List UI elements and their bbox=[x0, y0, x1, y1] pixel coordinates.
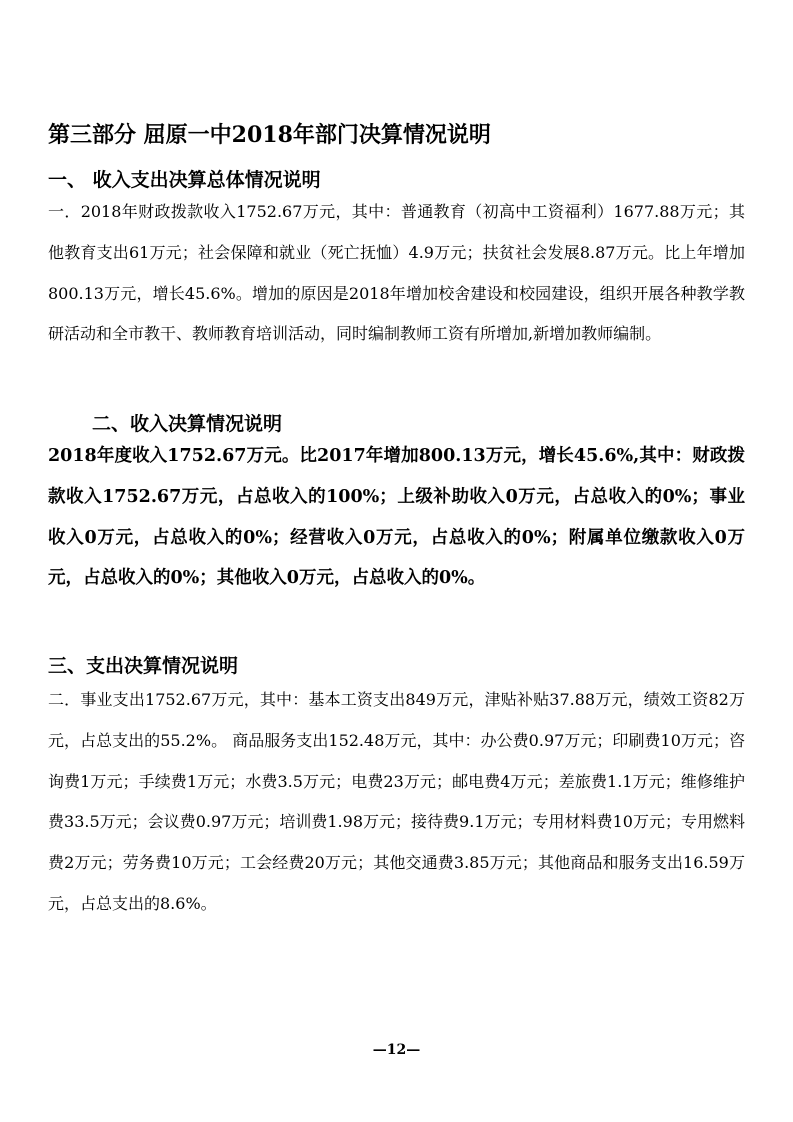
section-paragraph-overview: 一．2018年财政拨款收入1752.67万元，其中：普通教育（初高中工资福利）1677.88万元；其他教育支出61万元；社会保障和就业（死亡抚恤）4.9万元；扶贫社会发展8.87万元。比上年增加800.13万元，增长45.6%。增加的原因是2018年增加校舍建设和校园建设，组织开展各种教学教研活动和全市教干、教师教育培训活动，同时编制教师工资有所增加,新增加教师编制。 bbox=[48, 202, 745, 344]
section-heading-expense: 三、支出决算情况说明 bbox=[48, 655, 239, 677]
section-heading-income: 二、收入决算情况说明 bbox=[92, 413, 283, 435]
document-title: 第三部分 屈原一中2018年部门决算情况说明 bbox=[48, 122, 491, 148]
section-paragraph-income: 2018年度收入1752.67万元。比2017年增加800.13万元，增长45.6%,其中：财政拨款收入1752.67万元，占总收入的100%；上级补助收入0万元，占总收入的0%；事业收入0万元，占总收入的0%；经营收入0万元，占总收入的0%；附属单位缴款收入0万元，占总收入的0%；其他收入0万元，占总收入的0%。 bbox=[48, 446, 745, 589]
page-number: —12— bbox=[372, 1042, 421, 1058]
section-paragraph-expense: 二．事业支出1752.67万元，其中：基本工资支出849万元，津贴补贴37.88万元，绩效工资82万元，占总支出的55.2%。 商品服务支出152.48万元，其中：办公费0.97万元；印刷费10万元；咨询费1万元；手续费1万元；水费3.5万元；电费23万元；邮电费4万元；差旅费1.1万元；维修维护费33.5万元；会议费0.97万元；培训费1.98万元；接待费9.1万元；专用材料费10万元；专用燃料费2万元；劳务费10万元；工会经费20万元；其他交通费3.85万元；其他商品和服务支出16.59万元，占总支出的8.6%。 bbox=[48, 690, 745, 913]
section-heading-income-expense-overview: 一、 收入支出决算总体情况说明 bbox=[48, 169, 321, 191]
